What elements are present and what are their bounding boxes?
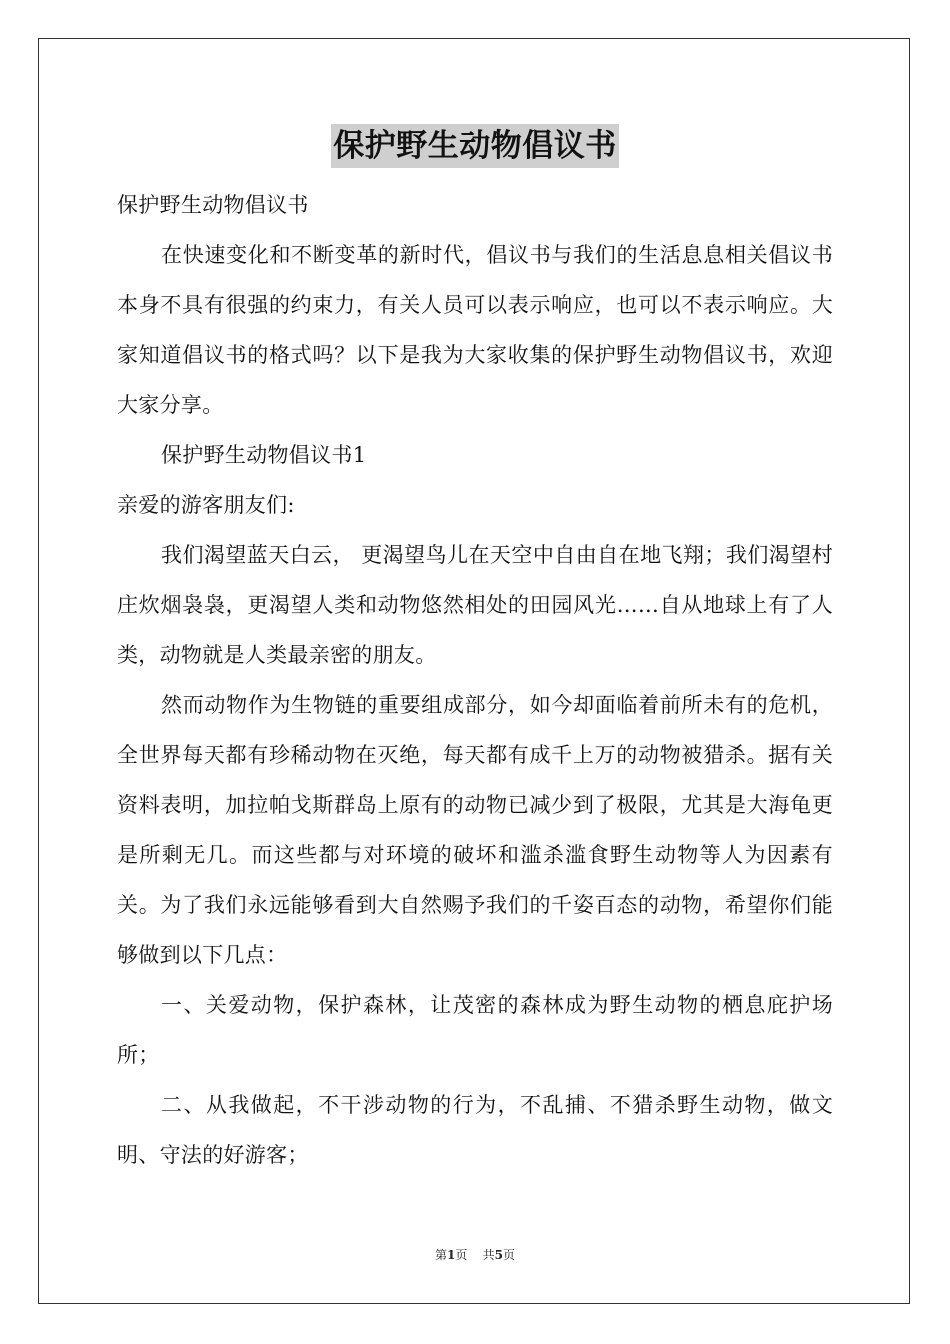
page-prefix: 第 [434, 1248, 447, 1262]
list-item-1: 一、关爱动物，保护森林，让茂密的森林成为野生动物的栖息庇护场所； [117, 993, 833, 1067]
page-suffix: 页 [455, 1248, 468, 1262]
list-item-2: 二、从我做起，不干涉动物的行为，不乱捕、不猎杀野生动物，做文明、守法的好游客； [117, 1093, 833, 1167]
intro-paragraph: 在快速变化和不断变革的新时代，倡议书与我们的生活息息相关倡议书本身不具有很强的约束力，有关人员可以表示响应，也可以不表示响应。大家知道倡议书的格式吗？以下是我为大家收集的保护野生动物倡议书，欢迎大家分享。 [117, 243, 833, 417]
title-container [117, 124, 833, 172]
total-suffix: 页 [503, 1248, 516, 1262]
section-heading: 保护野生动物倡议书1 [161, 443, 367, 467]
body-paragraph-2: 然而动物作为生物链的重要组成部分，如今却面临着前所未有的危机，全世界每天都有珍稀动物在灭绝，每天都有成千上万的动物被猎杀。据有关资料表明，加拉帕戈斯群岛上原有的动物已减少到了极限，尤其是大海龟更是所剩无几。而这些都与对环境的破坏和滥杀滥食野生动物等人为因素有关。为了我们永远能够看到大自然赐予我们的千姿百态的动物，希望你们能够做到以下几点： [117, 693, 833, 967]
document-title: 保护野生动物倡议书 [331, 124, 619, 168]
salutation: 亲爱的游客朋友们: [117, 493, 295, 517]
total-prefix: 共 [482, 1248, 495, 1262]
total-pages: 5 [494, 1248, 503, 1262]
page-number: 1 [446, 1248, 456, 1262]
page-footer [0, 1246, 950, 1263]
body-paragraph-1: 我们渴望蓝天白云， 更渴望鸟儿在天空中自由自在地飞翔；我们渴望村庄炊烟袅袅，更渴望人类和动物悠然相处的田园风光……自从地球上有了人类，动物就是人类最亲密的朋友。 [117, 543, 833, 667]
subtitle-line: 保护野生动物倡议书 [117, 193, 309, 217]
document-body [117, 124, 833, 1180]
